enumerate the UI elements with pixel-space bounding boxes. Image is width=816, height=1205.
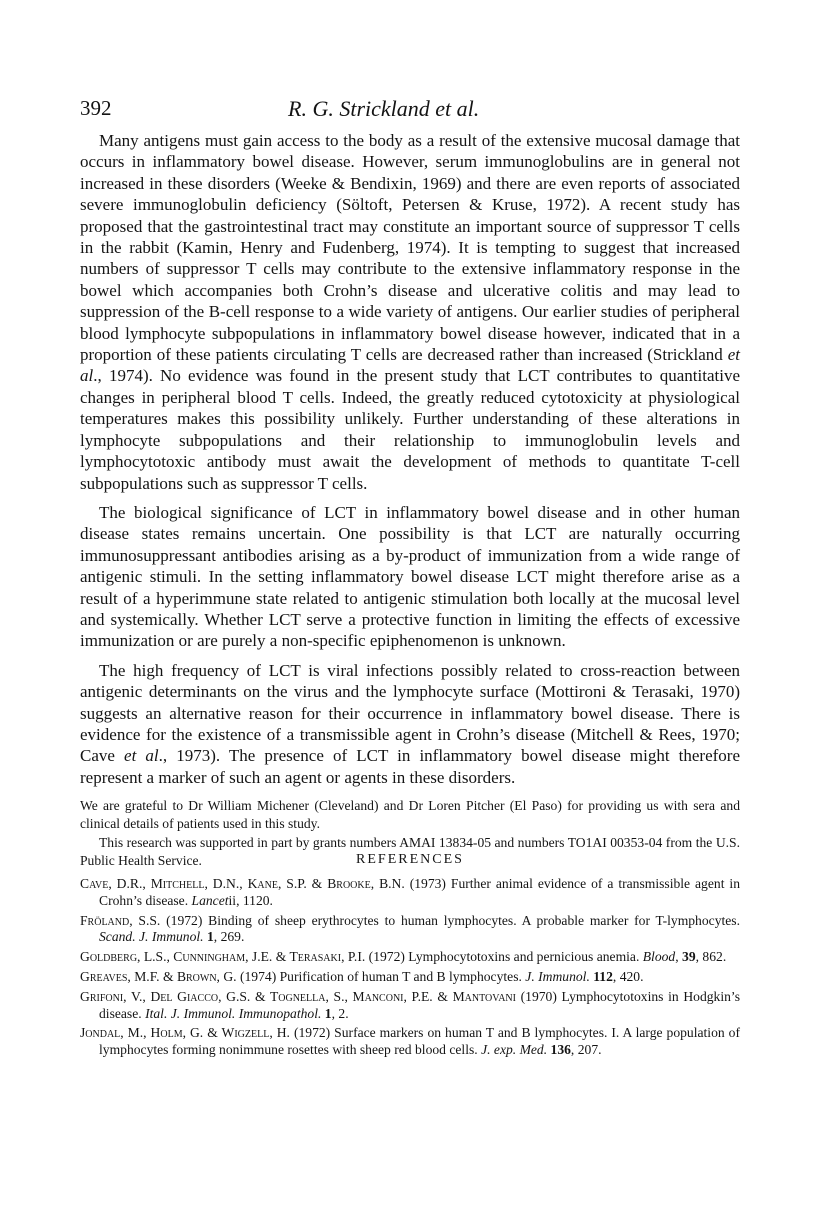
- reference-journal: Blood: [642, 949, 676, 965]
- reference-journal: Ital. J. Immunol. Immunopathol.: [145, 1005, 322, 1021]
- reference-authors: Goldberg, L.S., Cunningham, J.E. & Terasaki, P.I.: [80, 949, 366, 965]
- reference-item: Goldberg, L.S., Cunningham, J.E. & Terasaki, P.I. (1972) Lymphocytotoxins and pernicious anemia. Blood, 39, 862.: [80, 949, 727, 965]
- acknowledgement-paragraph: This research was supported in part by grants numbers AMAI 13834-05 and numbers TO1AI 00353-04 from the U.S. Public Health Service.: [80, 835, 740, 868]
- et-al: et al: [124, 746, 159, 766]
- page-number: 392: [80, 96, 112, 120]
- reference-journal: J. exp. Med.: [481, 1042, 548, 1058]
- reference-volume: 136: [550, 1042, 571, 1058]
- body-text: [80, 130, 740, 796]
- reference-text: (1973) Further animal evidence of a transmissible agent in Crohn’s disease.: [99, 876, 740, 908]
- reference-authors: Grifoni, V., Del Giacco, G.S. & Tognella, S., Manconi, P.E. & Mantovani: [80, 988, 516, 1004]
- reference-item: [80, 913, 740, 947]
- reference-text: (1972) Lymphocytotoxins and pernicious anemia.: [365, 949, 643, 965]
- acknowledgement-paragraph: We are grateful to Dr William Michener (Cleveland) and Dr Loren Pitcher (El Paso) for providing us with sera and clinical details of patients used in this study.: [80, 798, 740, 831]
- reference-pages: , 207.: [570, 1042, 602, 1058]
- reference-volume: 39: [682, 949, 696, 965]
- reference-text: (1970) Lymphocytotoxins in Hodgkin’s disease.: [99, 988, 740, 1021]
- reference-item: [80, 876, 740, 910]
- reference-item: [80, 989, 740, 1023]
- paragraph-text: ., 1973). The presence of LCT in inflammatory bowel disease might therefore represent a marker of such an agent or agents in these disorders.: [80, 746, 740, 787]
- reference-volume: 112: [593, 968, 613, 984]
- paragraph-text: The high frequency of LCT is viral infections possibly related to cross-reaction between antigenic determinants on the virus and the lymphocyte surface (Mottironi & Terasaki, 1970) suggests an alternative reason for their occurrence in inflammatory bowel disease. There is evidence for the existence of a transmissible agent in Crohn’s disease (Mitchell & Rees, 1970; Cave: [80, 660, 740, 766]
- reference-text: (1972) Surface markers on human T and B lymphocytes. I. A large population of lymphocytes forming nonimmune rosettes with sheep red blood cells.: [99, 1025, 740, 1058]
- reference-pages: , 269.: [213, 929, 245, 945]
- reference-text: (1972) Binding of sheep erythrocytes to human lymphocytes. A probable marker for T-lymphocytes.: [160, 912, 740, 928]
- body-paragraph: The biological significance of LCT in inflammatory bowel disease and in other human disease states remains uncertain. One possibility is that LCT are naturally occurring immunosuppressant antibodies arising as a by-product of immunization from a wide range of antigenic stimuli. In the setting inflammatory bowel disease LCT might therefore arise as a result of a hyperimmune state related to antigenic stimulation both locally at the mucosal level and systemically. Whether LCT serve a protective function in limiting the effects of excessive immunization or are purely a non-specific epiphenomenon is unknown.: [80, 502, 740, 651]
- reference-item: [80, 969, 740, 986]
- reference-authors: Cave, D.R., Mitchell, D.N., Kane, S.P. & Brooke, B.N.: [80, 876, 405, 891]
- page-header: [80, 96, 740, 126]
- reference-pages: , 1120.: [236, 892, 273, 908]
- reference-list: [80, 876, 740, 1062]
- reference-pages: , 2.: [331, 1005, 349, 1021]
- references-heading: REFERENCES: [356, 852, 464, 867]
- reference-authors: Jondal, M., Holm, G. & Wigzell, H.: [80, 1025, 290, 1041]
- body-paragraph: [80, 660, 740, 788]
- reference-volume: 1: [324, 1005, 332, 1021]
- body-paragraph: [80, 130, 740, 494]
- reference-volume: 1: [206, 929, 214, 945]
- reference-pages: , 420.: [612, 968, 644, 984]
- reference-text: (1974) Purification of human T and B lymphocytes.: [236, 968, 526, 984]
- reference-authors: Greaves, M.F. & Brown, G.: [80, 968, 237, 984]
- paragraph-text: ., 1974). No evidence was found in the present study that LCT contributes to quantitative changes in peripheral blood T cells. Indeed, the greatly reduced cytotoxicity at physiological temperatures makes this possibility unlikely. Further understanding of these alterations in lymphocyte subpopulations and their relationship to immunoglobulin levels and lymphocytotoxic antibody must await the development of methods to quantitate T-cell subpopulations such as suppressor T cells.: [80, 366, 740, 493]
- reference-pages: , 862.: [695, 949, 727, 965]
- running-head: R. G. Strickland et al.: [288, 96, 480, 121]
- reference-journal: J. Immunol.: [525, 968, 590, 984]
- reference-item: [80, 1025, 740, 1059]
- reference-volume: ii: [228, 892, 237, 908]
- reference-journal: Scand. J. Immunol.: [99, 929, 204, 945]
- reference-journal: Lancet: [191, 892, 229, 908]
- paragraph-text: Many antigens must gain access to the body as a result of the extensive mucosal damage that occurs in inflammatory bowel disease. However, serum immunoglobulins are in general not increased in these disorders (Weeke & Bendixin, 1969) and there are even reports of associated severe immunoglobulin deficiency (Söltoft, Petersen & Kruse, 1972). A recent study has proposed that the gastrointestinal tract may constitute an important source of suppressor T cells in the rabbit (Kamin, Henry and Fudenberg, 1974). It is tempting to suggest that increased numbers of suppressor T cells may contribute to the extensive inflammatory response in the bowel which accompanies both Crohn’s disease and ulcerative colitis and may lead to suppression of the B-cell response to a wide variety of antigens. Our earlier studies of peripheral blood lymphocyte subpopulations in inflammatory bowel disease however, indicated that in a proportion of these patients circulating T cells are decreased rather than increased (Strickland: [80, 131, 740, 365]
- et-al: et al: [80, 345, 740, 386]
- reference-authors: Fröland, S.S.: [80, 912, 161, 928]
